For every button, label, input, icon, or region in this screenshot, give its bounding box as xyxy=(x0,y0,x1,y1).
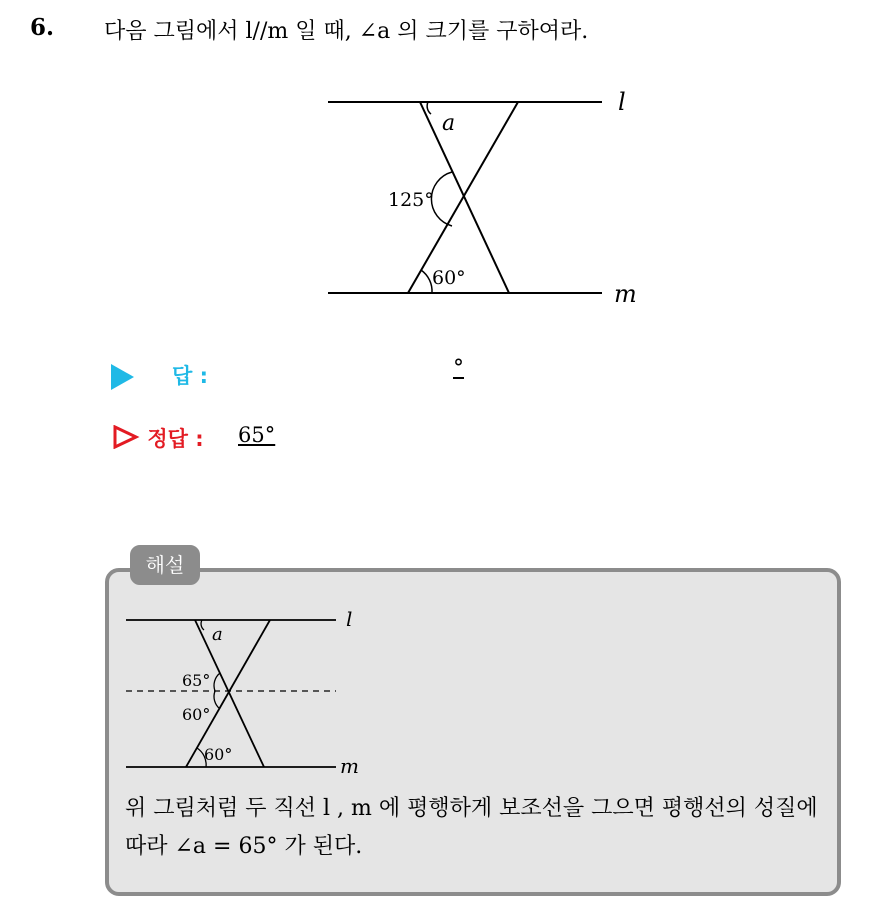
correct-label-text: 정답 : xyxy=(147,427,204,451)
explanation-figure xyxy=(120,600,380,780)
explanation-tab: 해설 xyxy=(130,545,200,585)
exp-label-65: 65° xyxy=(182,671,211,690)
arc-125 xyxy=(431,172,452,226)
arc-60 xyxy=(421,270,432,293)
label-60: 60° xyxy=(432,267,466,289)
arc-a xyxy=(427,102,431,114)
correct-answer-label xyxy=(112,423,204,453)
question-number: 6. xyxy=(30,14,55,41)
exp-label-m: m xyxy=(340,754,359,778)
exp-label-60b: 60° xyxy=(204,745,233,764)
answer-blank[interactable]: ° xyxy=(453,356,464,381)
label-a: a xyxy=(442,111,456,136)
exp-arc-a xyxy=(201,620,204,630)
exp-arc-65 xyxy=(214,673,220,691)
label-l: l xyxy=(618,88,626,116)
correct-answer-value: 65° xyxy=(238,423,276,447)
exp-arc-60a xyxy=(214,691,220,709)
answer-label: 답 : xyxy=(172,364,208,388)
answer-arrow-icon xyxy=(111,364,134,390)
exp-label-l: l xyxy=(346,607,353,631)
exp-label-60a: 60° xyxy=(182,705,211,724)
question-text: 다음 그림에서 l//m 일 때, ∠a 의 크기를 구하여라. xyxy=(104,19,589,44)
explanation-text: 위 그림처럼 두 직선 l , m 에 평행하게 보조선을 그으면 평행선의 성질에 따라 ∠a = 65° 가 된다. xyxy=(125,796,818,859)
correct-arrow-icon xyxy=(112,425,140,449)
label-m: m xyxy=(614,280,637,308)
question-figure xyxy=(320,80,650,310)
exp-label-a: a xyxy=(212,624,223,645)
label-125: 125° xyxy=(388,189,434,211)
